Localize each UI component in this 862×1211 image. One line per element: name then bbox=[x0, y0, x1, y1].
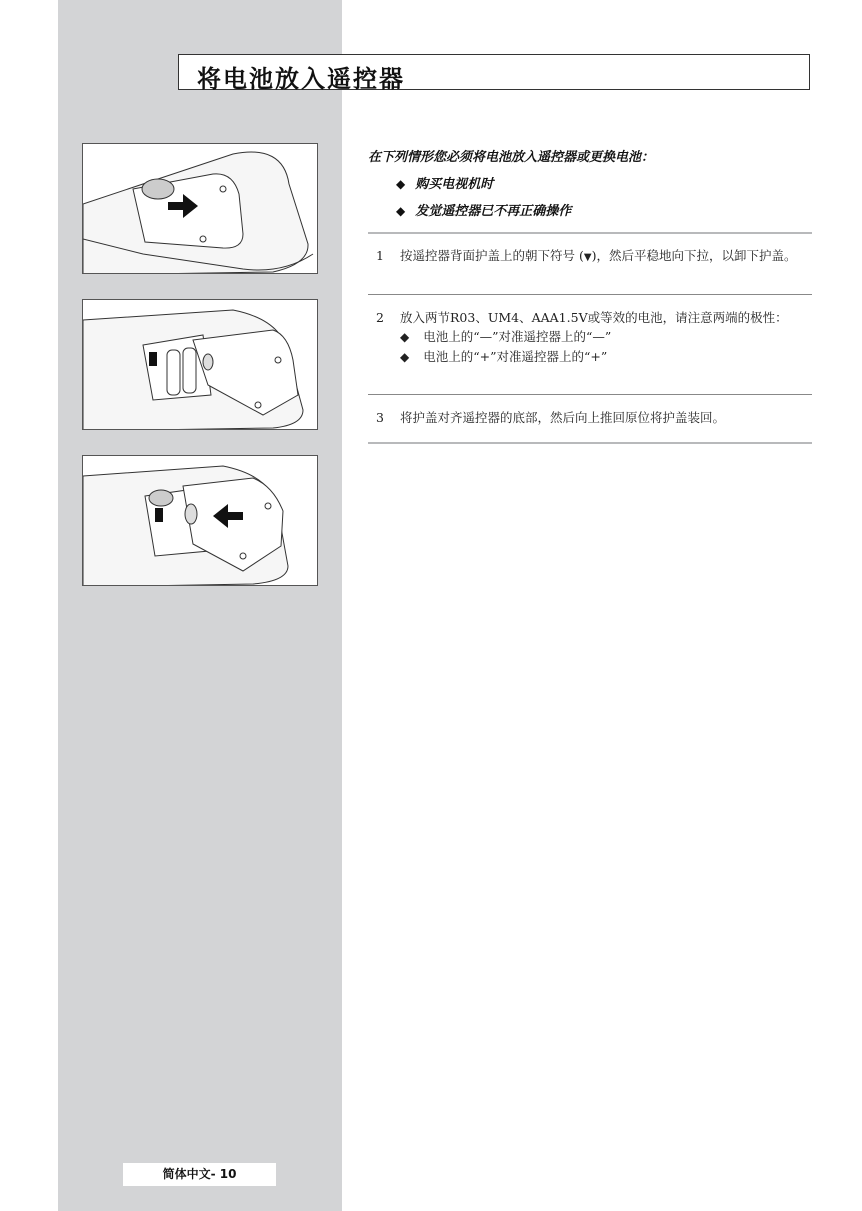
diamond-icon: ◆ bbox=[396, 177, 406, 191]
step-text bbox=[400, 246, 812, 267]
intro-bullet bbox=[396, 173, 818, 192]
step-text: 放入两节R03、UM4、AAA1.5V或等效的电池，请注意两端的极性： bbox=[400, 310, 788, 325]
step-number: 2 bbox=[376, 310, 384, 325]
step-3 bbox=[368, 408, 812, 427]
step-sub-text: 电池上的“—”对准遥控器上的“—” bbox=[423, 329, 612, 344]
intro-bullet-text: 发觉遥控器已不再正确操作 bbox=[415, 204, 572, 219]
step-number: 3 bbox=[376, 410, 384, 425]
illustration-replace-cover bbox=[82, 455, 318, 586]
step-2 bbox=[368, 308, 812, 367]
battery-insert-drawing bbox=[83, 300, 318, 430]
page-number-footer: 简体中文- 10 bbox=[123, 1163, 276, 1186]
step-sub-item bbox=[400, 347, 812, 367]
diamond-icon: ◆ bbox=[400, 350, 410, 364]
illustration-insert-batteries bbox=[82, 299, 318, 430]
diamond-icon: ◆ bbox=[400, 330, 410, 344]
step-divider bbox=[368, 294, 812, 295]
down-triangle-icon: ▼ bbox=[583, 252, 592, 263]
section-divider bbox=[368, 442, 812, 444]
page-title: 将电池放入遥控器 bbox=[197, 65, 405, 93]
cover-replace-drawing bbox=[83, 456, 318, 586]
step-divider bbox=[368, 394, 812, 395]
page-title-box bbox=[178, 54, 810, 93]
remote-cover-drawing bbox=[83, 144, 318, 274]
intro-section bbox=[368, 146, 818, 219]
step-sub-text: 电池上的“+”对准遥控器上的“+” bbox=[423, 349, 608, 364]
intro-heading: 在下列情形您必须将电池放入遥控器或更换电池： bbox=[368, 150, 655, 165]
intro-bullet bbox=[396, 200, 818, 219]
step-text-part: )，然后平稳地向下拉，以卸下护盖。 bbox=[591, 248, 797, 263]
step-text-part: 按遥控器背面护盖上的朝下符号 ( bbox=[400, 248, 584, 263]
section-divider bbox=[368, 232, 812, 234]
step-text: 将护盖对齐遥控器的底部，然后向上推回原位将护盖装回。 bbox=[400, 410, 726, 425]
step-number: 1 bbox=[376, 248, 384, 263]
intro-bullet-text: 购买电视机时 bbox=[415, 177, 494, 192]
illustration-remove-cover bbox=[82, 143, 318, 274]
step-1 bbox=[368, 246, 812, 267]
step-sub-item bbox=[400, 327, 812, 347]
diamond-icon: ◆ bbox=[396, 204, 406, 218]
